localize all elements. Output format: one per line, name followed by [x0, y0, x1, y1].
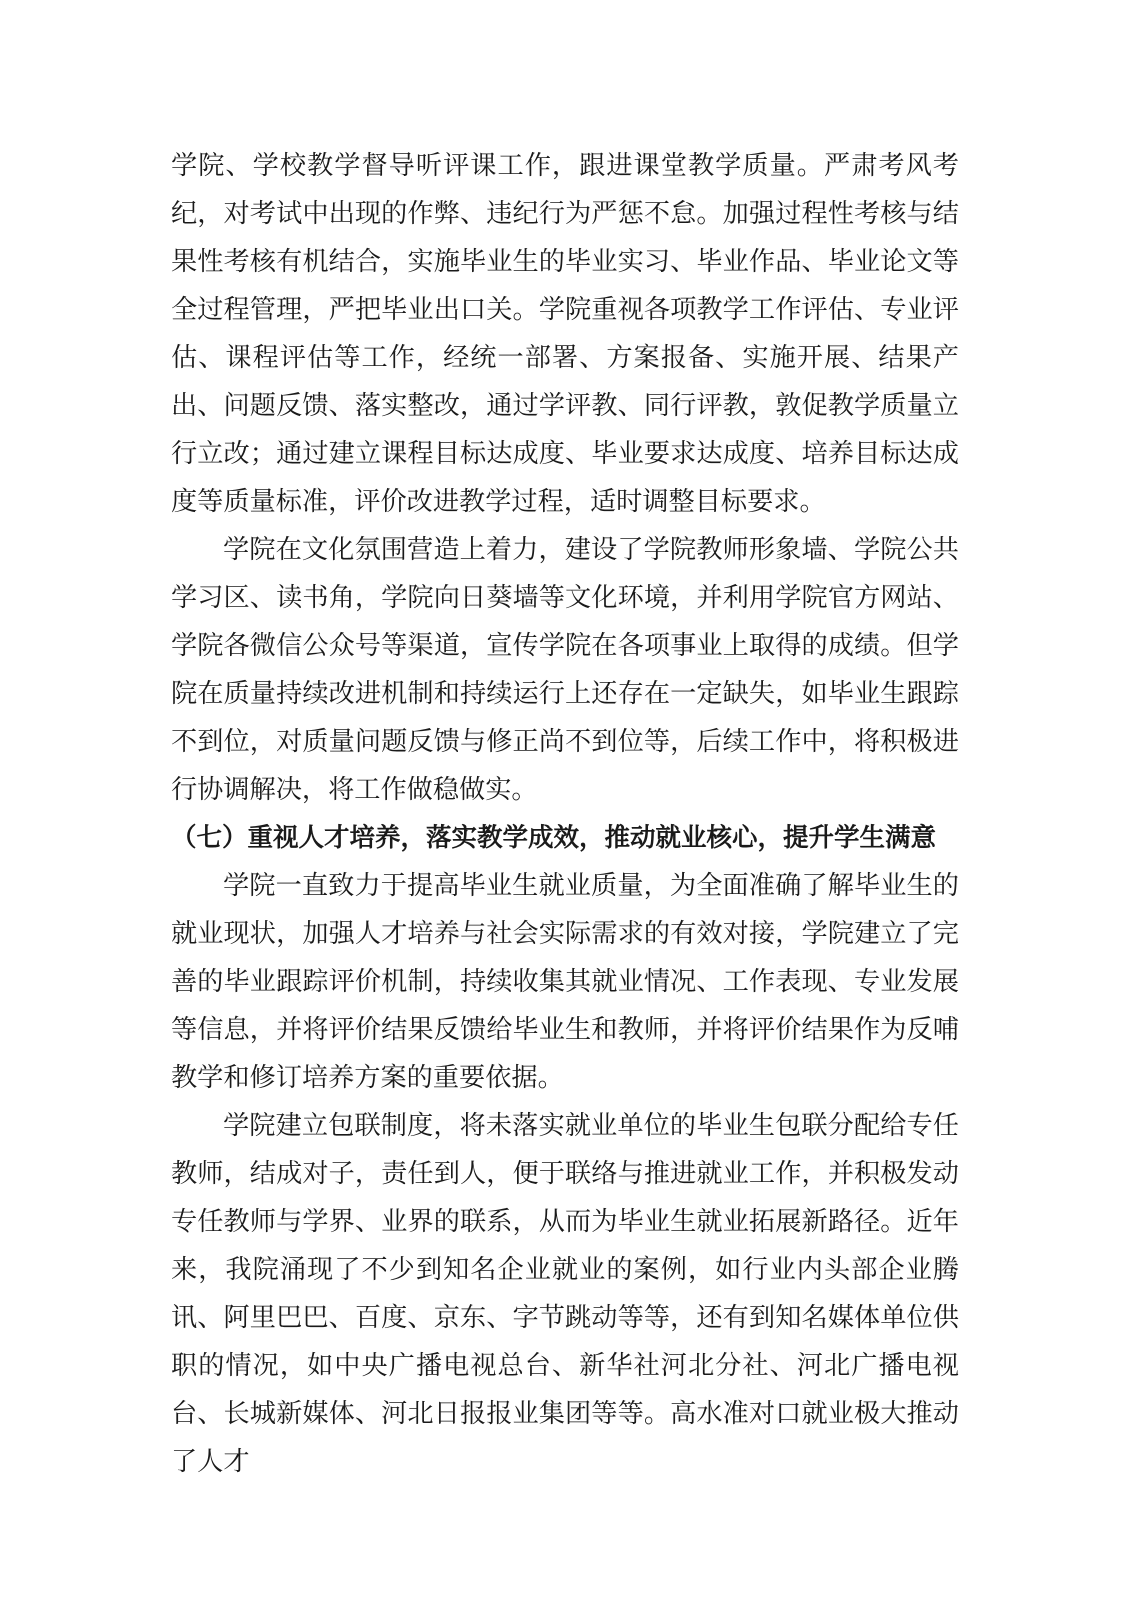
document-body	[171, 142, 959, 1486]
paragraph-culture-atmosphere: 学院在文化氛围营造上着力，建设了学院教师形象墙、学院公共学习区、读书角，学院向日葵墙等文化环境，并利用学院官方网站、学院各微信公众号等渠道，宣传学院在各项事业上取得的成绩。但学院在质量持续改进机制和持续运行上还存在一定缺失，如毕业生跟踪不到位，对质量问题反馈与修正尚不到位等，后续工作中，将积极进行协调解决，将工作做稳做实。	[171, 535, 959, 805]
paragraph-teaching-supervision: 学院、学校教学督导听评课工作，跟进课堂教学质量。严肃考风考纪，对考试中出现的作弊、违纪行为严惩不怠。加强过程性考核与结果性考核有机结合，实施毕业生的毕业实习、毕业作品、毕业论文等全过程管理，严把毕业出口关。学院重视各项教学工作评估、专业评估、课程评估等工作，经统一部署、方案报备、实施开展、结果产出、问题反馈、落实整改，通过学评教、同行评教，敦促教学质量立行立改；通过建立课程目标达成度、毕业要求达成度、培养目标达成度等质量标准，评价改进教学过程，适时调整目标要求。	[171, 151, 959, 517]
paragraph-graduate-employment: 学院一直致力于提高毕业生就业质量，为全面准确了解毕业生的就业现状，加强人才培养与社会实际需求的有效对接，学院建立了完善的毕业跟踪评价机制，持续收集其就业情况、工作表现、专业发展等信息，并将评价结果反馈给毕业生和教师，并将评价结果作为反哺教学和修订培养方案的重要依据。	[171, 871, 959, 1093]
paragraph-pairing-system: 学院建立包联制度，将未落实就业单位的毕业生包联分配给专任教师，结成对子，责任到人，便于联络与推进就业工作，并积极发动专任教师与学界、业界的联系，从而为毕业生就业拓展新路径。近年来，我院涌现了不少到知名企业就业的案例，如行业内头部企业腾讯、阿里巴巴、百度、京东、字节跳动等等，还有到知名媒体单位供职的情况，如中央广播电视总台、新华社河北分社、河北广播电视台、长城新媒体、河北日报报业集团等等。高水准对口就业极大推动了人才	[171, 1111, 959, 1477]
section-heading-7: （七）重视人才培养，落实教学成效，推动就业核心，提升学生满意	[171, 823, 937, 853]
